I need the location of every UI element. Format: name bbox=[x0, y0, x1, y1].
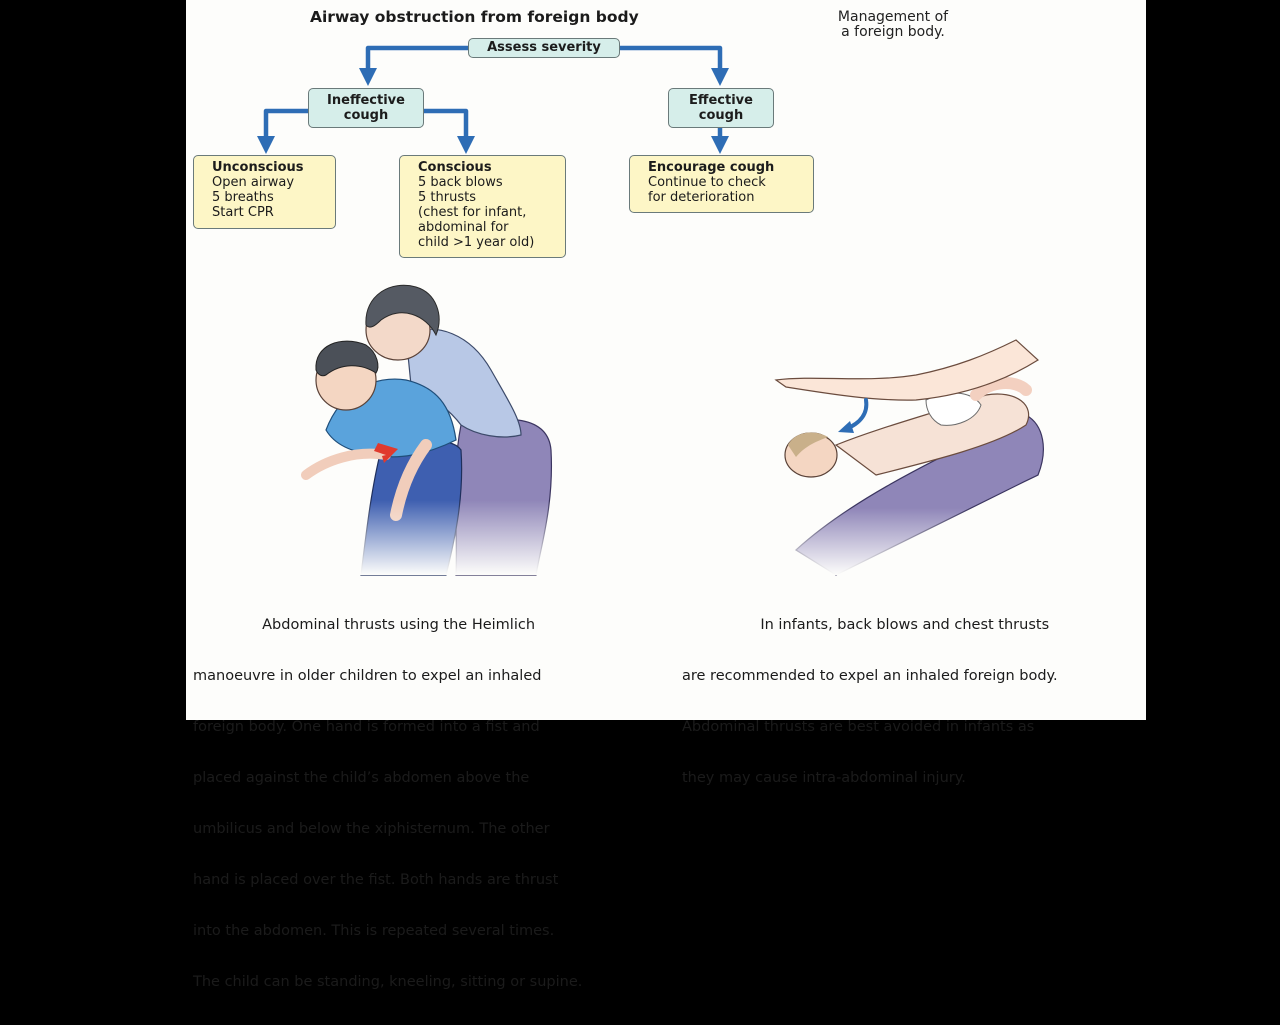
conscious-line: abdominal for bbox=[418, 220, 509, 235]
side-caption-line-2: a foreign body. bbox=[841, 24, 945, 40]
arrow-ineffective-to-unconscious bbox=[266, 111, 308, 145]
conscious-line: 5 thrusts bbox=[418, 190, 476, 205]
unconscious-line: Open airway bbox=[212, 175, 295, 190]
encourage-line: for deterioration bbox=[648, 190, 755, 205]
ineffective-line-2: cough bbox=[343, 108, 389, 123]
heimlich-caption-line: into the abdomen. This is repeated several times. bbox=[193, 923, 555, 939]
conscious-line: (chest for infant, bbox=[418, 205, 527, 220]
conscious-line: 5 back blows bbox=[418, 175, 503, 190]
arrow-assess-to-effective bbox=[620, 48, 720, 77]
heimlich-caption-line: hand is placed over the fist. Both hands are thrust bbox=[193, 872, 559, 888]
heimlich-caption-line: Abdominal thrusts using the Heimlich bbox=[193, 617, 536, 633]
ineffective-cough-box bbox=[308, 88, 424, 128]
infant-caption-line: Abdominal thrusts are best avoided in infants as bbox=[682, 719, 1035, 735]
unconscious-heading: Unconscious bbox=[212, 160, 304, 175]
effective-line-1: Effective bbox=[689, 93, 753, 108]
conscious-line: child >1 year old) bbox=[418, 235, 535, 250]
heimlich-caption-line: manoeuvre in older children to expel an inhaled bbox=[193, 668, 542, 684]
slide-page bbox=[186, 0, 1146, 990]
infant-caption-line: are recommended to expel an inhaled foreign body. bbox=[682, 668, 1058, 684]
heimlich-caption-line: foreign body. One hand is formed into a fist and bbox=[193, 719, 540, 735]
encourage-heading: Encourage cough bbox=[648, 160, 775, 175]
heimlich-caption-line: placed against the child’s abdomen above the bbox=[193, 770, 530, 786]
heimlich-caption-line: umbilicus and below the xiphisternum. The other bbox=[193, 821, 550, 837]
ineffective-line-1: Ineffective bbox=[327, 93, 405, 108]
infant-back-blows-illustration bbox=[776, 335, 1076, 575]
infant-caption-line: In infants, back blows and chest thrusts bbox=[682, 617, 1050, 633]
side-caption-line-1: Management of bbox=[837, 9, 949, 25]
infant-caption-line: they may cause intra-abdominal injury. bbox=[682, 770, 966, 786]
conscious-box bbox=[399, 155, 566, 258]
diagram-title: Airway obstruction from foreign body bbox=[310, 8, 639, 26]
heimlich-caption-line: The child can be standing, kneeling, sitting or supine. bbox=[193, 974, 583, 990]
unconscious-line: Start CPR bbox=[212, 205, 274, 220]
encourage-cough-box bbox=[629, 155, 814, 213]
effective-cough-box bbox=[668, 88, 774, 128]
side-caption bbox=[818, 10, 968, 40]
unconscious-box bbox=[193, 155, 336, 229]
heimlich-caption bbox=[193, 583, 582, 1025]
conscious-heading: Conscious bbox=[418, 160, 492, 175]
assess-severity-box bbox=[468, 38, 620, 58]
arrow-ineffective-to-conscious bbox=[424, 111, 466, 145]
heimlich-illustration bbox=[286, 275, 566, 575]
assess-severity-label: Assess severity bbox=[487, 40, 601, 55]
arrow-assess-to-ineffective bbox=[368, 48, 468, 77]
unconscious-line: 5 breaths bbox=[212, 190, 274, 205]
encourage-line: Continue to check bbox=[648, 175, 766, 190]
effective-line-2: cough bbox=[698, 108, 744, 123]
infant-caption bbox=[682, 583, 1058, 821]
